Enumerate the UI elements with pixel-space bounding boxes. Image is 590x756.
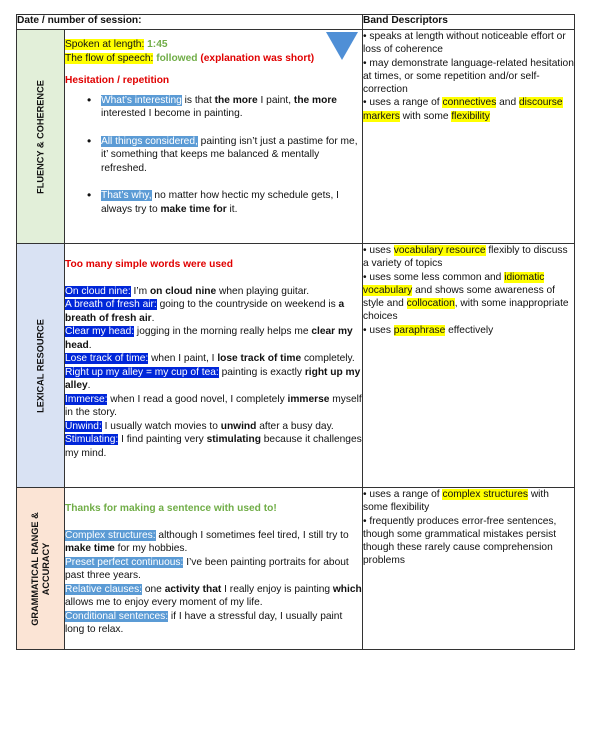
list-item: Relative clauses: one activity that I really enjoy is painting which allows me to enjoy every moment of my life. bbox=[65, 583, 362, 608]
list-item: On cloud nine: I’m on cloud nine when playing guitar. bbox=[65, 285, 310, 297]
lexical-notes bbox=[65, 244, 363, 488]
flow-of-speech-value: followed bbox=[156, 52, 198, 64]
list-item: Conditional sentences: if I have a stressful day, I usually paint long to relax. bbox=[65, 610, 343, 635]
list-item: Preset perfect continuous: I’ve been painting portraits for about past three years. bbox=[65, 556, 349, 581]
lexical-note: Too many simple words were used bbox=[65, 259, 233, 270]
fluency-label: FLUENCY & COHERENCE bbox=[35, 79, 45, 194]
grammar-row bbox=[17, 488, 575, 650]
spoken-at-length-label: Spoken at length: bbox=[65, 39, 145, 50]
list-item: Complex structures: although I sometimes feel tired, I still try to make time for my hobbies. bbox=[65, 529, 349, 554]
list-item: • That’s why, no matter how hectic my schedule gets, I always try to make time for it. bbox=[101, 189, 362, 216]
header-row bbox=[17, 15, 575, 30]
list-item: Right up my alley = my cup of tea: painting is exactly right up my alley. bbox=[65, 366, 361, 391]
lexical-example-list bbox=[65, 285, 362, 461]
lexical-row bbox=[17, 244, 575, 488]
lexical-label-cell bbox=[17, 244, 65, 488]
grammar-label: GRAMMATICAL RANGE & ACCURACY bbox=[29, 511, 51, 626]
spoken-at-length-value: 1:45 bbox=[147, 39, 168, 50]
fluency-label-cell bbox=[17, 30, 65, 244]
list-item: Immerse: when I read a good novel, I completely immerse myself in the story. bbox=[65, 393, 362, 418]
lexical-label: LEXICAL RESOURCE bbox=[35, 318, 45, 413]
fluency-example-list bbox=[65, 94, 362, 217]
list-item: • All things considered, painting isn’t just a pastime for me, it’ something that keeps me balanced & mentally refreshed. bbox=[101, 135, 362, 176]
fluency-notes bbox=[65, 30, 363, 244]
list-item: Lose track of time: when I paint, I lose track of time completely. bbox=[65, 353, 355, 364]
list-item: • What’s interesting is that the more I paint, the more interested I become in painting. bbox=[101, 94, 362, 121]
list-item: A breath of fresh air: going to the countryside on weekend is a breath of fresh air. bbox=[65, 299, 345, 324]
date-session-header: Date / number of session: bbox=[17, 15, 363, 30]
fluency-row bbox=[17, 30, 575, 244]
lexical-band-descriptors: • uses vocabulary resource flexibly to discuss a variety of topics • uses some less common and idiomatic vocabulary and shows some awareness of style and collocation, with some inappropriate choices • uses paraphrase effectively bbox=[363, 244, 575, 488]
assessment-table bbox=[16, 14, 575, 650]
grammar-band-descriptors: • uses a range of complex structures with some flexibility • frequently produces error-free sentences, though some grammatical mistakes persist though these rarely cause comprehension problems bbox=[363, 488, 575, 650]
grammar-notes bbox=[65, 488, 363, 650]
grammar-note: Thanks for making a sentence with used to! bbox=[65, 503, 277, 514]
band-descriptors-header: Band Descriptors bbox=[363, 15, 575, 30]
fluency-band-descriptors: • speaks at length without noticeable effort or loss of coherence • may demonstrate language-related hesitation at times, or some repetition and/or self-correction • uses a range of connectives and discourse markers with some flexibility bbox=[363, 30, 575, 244]
list-item: Clear my head: jogging in the morning really helps me clear my head. bbox=[65, 326, 353, 351]
triangle-marker-icon bbox=[326, 32, 358, 60]
hesitation-heading: Hesitation / repetition bbox=[65, 75, 170, 86]
grammar-label-cell bbox=[17, 488, 65, 650]
flow-of-speech-label: The flow of speech: bbox=[65, 52, 154, 64]
list-item: Stimulating: I find painting very stimulating because it challenges my mind. bbox=[65, 434, 362, 459]
list-item: Unwind: I usually watch movies to unwind after a busy day. bbox=[65, 420, 334, 432]
flow-of-speech-note: (explanation was short) bbox=[200, 52, 315, 64]
grammar-example-list bbox=[65, 529, 362, 637]
